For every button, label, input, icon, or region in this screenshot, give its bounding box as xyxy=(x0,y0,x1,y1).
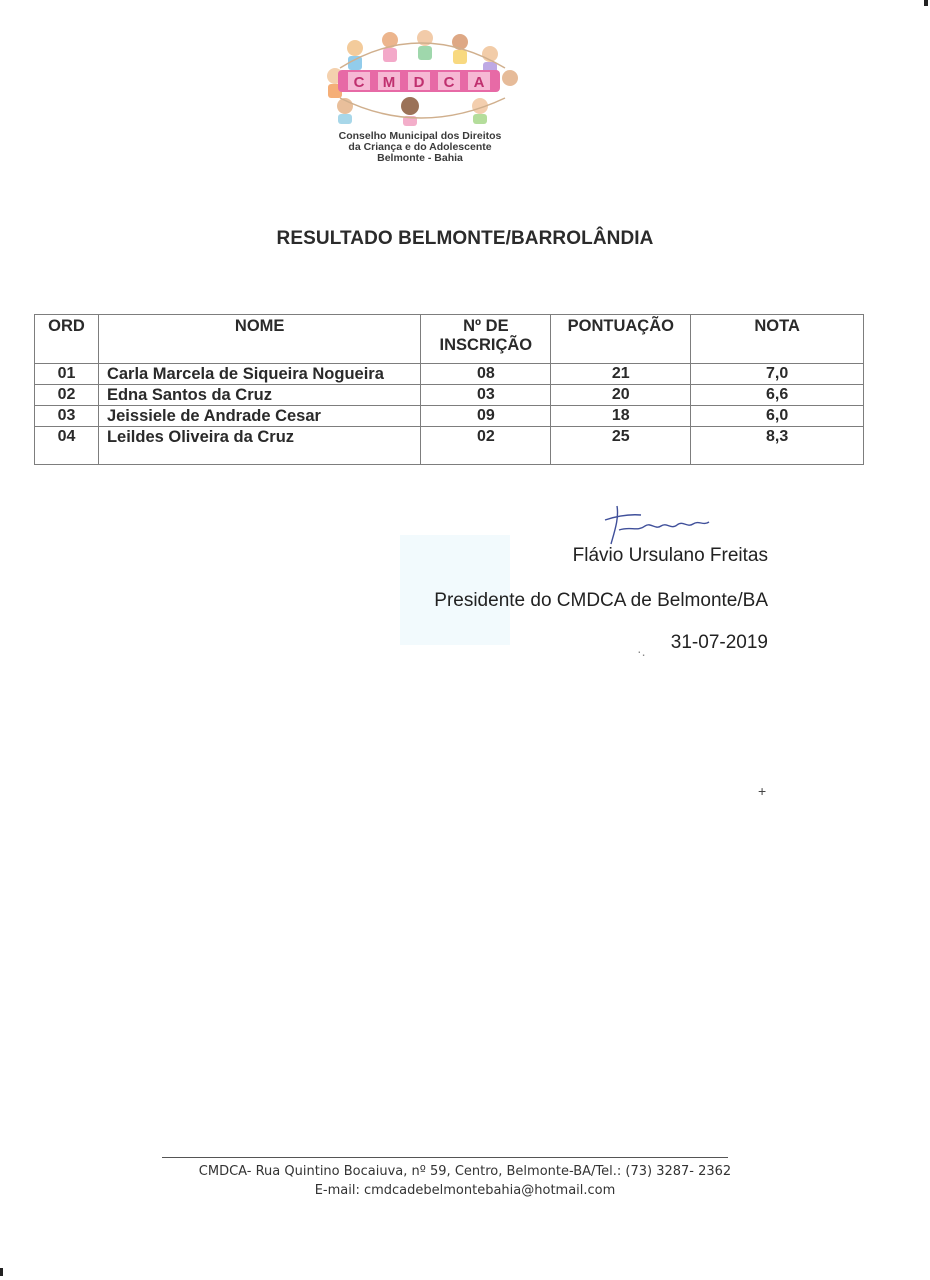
children-circle-logo-icon xyxy=(300,28,540,128)
logo-caption-line: Belmonte - Bahia xyxy=(377,152,463,164)
scan-tick-mark: ·. xyxy=(637,643,646,659)
cell-nota: 6,0 xyxy=(691,406,864,427)
footer xyxy=(0,1162,930,1200)
cmdca-logo xyxy=(300,28,540,163)
cell-ord: 03 xyxy=(35,406,99,427)
cell-nome: Jeissiele de Andrade Cesar xyxy=(98,406,420,427)
cell-pontuacao: 25 xyxy=(551,427,691,465)
column-header-inscricao-line2: INSCRIÇÃO xyxy=(439,336,533,354)
table-row xyxy=(35,364,864,385)
page-title: RESULTADO BELMONTE/BARROLÂNDIA xyxy=(276,228,654,249)
cell-nota: 7,0 xyxy=(691,364,864,385)
svg-text:M: M xyxy=(382,74,396,91)
cell-ord: 02 xyxy=(35,385,99,406)
footer-email: E-mail: cmdcadebelmontebahia@hotmail.com xyxy=(314,1183,616,1198)
table-row xyxy=(35,406,864,427)
signatory-role: Presidente do CMDCA de Belmonte/BA xyxy=(434,590,768,611)
scan-mark xyxy=(924,0,928,6)
footer-divider xyxy=(162,1157,728,1158)
signature-date: 31-07-2019 xyxy=(670,632,768,653)
svg-text:C: C xyxy=(443,74,455,91)
cell-nota: 8,3 xyxy=(691,427,864,465)
footer-address: CMDCA- Rua Quintino Bocaiuva, nº 59, Centro, Belmonte-BA/Tel.: (73) 3287- 2362 xyxy=(198,1164,732,1179)
cell-inscricao: 03 xyxy=(421,385,551,406)
logo-caption-line: da Criança e do Adolescente xyxy=(348,141,492,153)
column-header-ord: ORD xyxy=(35,315,99,364)
table-row xyxy=(35,385,864,406)
cell-nome: Edna Santos da Cruz xyxy=(98,385,420,406)
cell-pontuacao: 20 xyxy=(551,385,691,406)
logo-caption xyxy=(300,131,540,164)
cell-pontuacao: 18 xyxy=(551,406,691,427)
column-header-nome: NOME xyxy=(98,315,420,364)
table-header-row xyxy=(35,315,864,364)
cell-ord: 04 xyxy=(35,427,99,465)
svg-text:A: A xyxy=(473,74,485,91)
column-header-inscricao-line1: Nº DE xyxy=(463,317,509,335)
scan-plus-mark: + xyxy=(758,783,767,799)
handwritten-signature-icon xyxy=(597,500,717,550)
results-table xyxy=(34,314,864,465)
table-row xyxy=(35,427,864,465)
svg-text:D: D xyxy=(413,74,425,91)
column-header-nota: NOTA xyxy=(691,315,864,364)
cell-inscricao: 08 xyxy=(421,364,551,385)
cell-nome: Leildes Oliveira da Cruz xyxy=(98,427,420,465)
cell-ord: 01 xyxy=(35,364,99,385)
cell-pontuacao: 21 xyxy=(551,364,691,385)
cell-inscricao: 09 xyxy=(421,406,551,427)
signatory-name: Flávio Ursulano Freitas xyxy=(572,545,768,566)
column-header-pontuacao: PONTUAÇÃO xyxy=(551,315,691,364)
cell-nota: 6,6 xyxy=(691,385,864,406)
svg-text:C: C xyxy=(353,74,365,91)
cell-nome: Carla Marcela de Siqueira Nogueira xyxy=(98,364,420,385)
logo-caption-line: Conselho Municipal dos Direitos xyxy=(338,130,502,142)
cell-inscricao: 02 xyxy=(421,427,551,465)
scan-mark xyxy=(0,1268,3,1276)
column-header-inscricao xyxy=(421,315,551,364)
